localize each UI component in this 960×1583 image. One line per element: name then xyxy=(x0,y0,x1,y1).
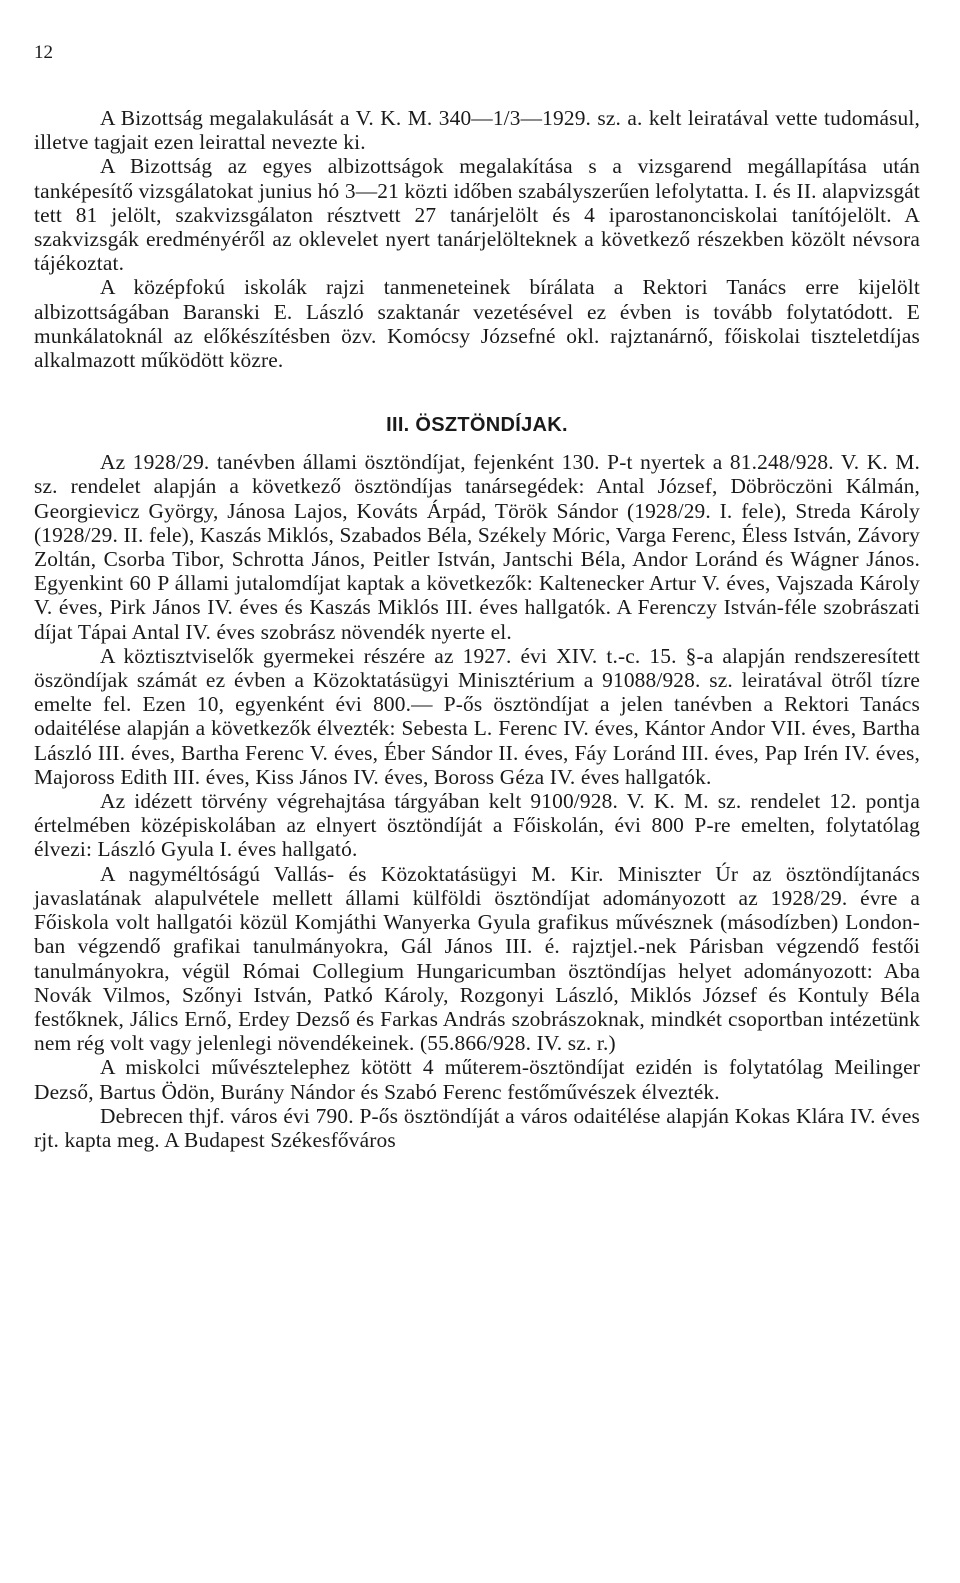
page-number: 12 xyxy=(34,42,53,63)
paragraph: A nagyméltóságú Vallás- és Közoktatásügyi M. Kir. Miniszter Úr az ösztöndíjtanács javaslatának alapulvétele mellett állami külföldi ösztöndíjat adományozott az 1928/29. évre a Főiskola volt hallgatói közül Komjáthi Wanyerka Gyula grafikus művésznek (másodízben) London-ban végzendő grafikai tanulmányokra, Gál János III. é. rajztjel.-nek Párisban végzendő festői tanulmányokra, végül Római Collegium Hungaricumban ösztöndíjas helyet adományozott: Aba Novák Vilmos, Szőnyi István, Patkó Károly, Rozgonyi László, Miklós József és Kontuly Béla festőknek, Jálics Ernő, Erdey Dezső és Farkas András szobrászoknak, mindkét csoportban intézetünk nem rég volt vagy jelenlegi növendékeinek. (55.866/928. IV. sz. r.) xyxy=(34,861,920,1056)
paragraph: A Bizottság az egyes albizottságok megalakítása s a vizsgarend megállapítása után tanképesítő vizsgálatokat junius hó 3—21 közti időben szabályszerűen lefolytatta. I. és II. alapvizsgát tett 81 jelölt, szakvizsgálaton résztvett 27 tanárjelölt és 4 iparostanonciskolai tanítójelölt. A szakvizsgák eredményéről az oklevelet nyert tanárjelölteknek a következő részekben közölt névsora tájékoztat. xyxy=(34,154,920,276)
paragraph: A miskolci művésztelephez kötött 4 műterem-ösztöndíjat ezidén is folytatólag Meilinger Dezső, Bartus Ödön, Burány Nándor és Szabó Ferenc festőművészek élvezték. xyxy=(34,1055,920,1104)
paragraph: A köztisztviselők gyermekei részére az 1927. évi XIV. t.-c. 15. §-a alapján rendszeresített öszöndíjak számát ez évben a Közoktatásügyi Minisztérium a 91088/928. sz. leiratával ötről tízre emelte fel. Ezen 10, egyenként évi 800.— P-ős ösztöndíjat a jelen tanévben a Rektori Tanács odaitélése alapján a következők élvezték: Sebesta L. Ferenc IV. éves, Kántor Andor VII. éves, Bartha László III. éves, Bartha Ferenc V. éves, Éber Sándor II. éves, Fáy Loránd III. éves, Pap Irén IV. éves, Majoross Edith III. éves, Kiss János IV. éves, Boross Géza IV. éves hallgatók. xyxy=(34,643,920,789)
paragraph: Az 1928/29. tanévben állami ösztöndíjat, fejenként 130. P-t nyertek a 81.248/928. V. K. M. sz. rendelet alapján a következő ösztöndíjas tanársegédek: Antal József, Döbröczöni Kálmán, Georgievicz György, Jánosa Lajos, Kováts Árpád, Török Sándor (1928/29. I. fele), Streda Károly (1928/29. II. fele), Kaszás Miklós, Szabados Béla, Székely Móric, Varga Ferenc, Éless István, Závory Zoltán, Csorba Tibor, Schrotta János, Peitler István, Jantschi Béla, Andor Loránd és Wágner János. Egyenkint 60 P állami jutalomdíjat kaptak a következők: Kaltenecker Artur V. éves, Vajszada Károly V. éves, Pirk János IV. éves és Kaszás Miklós III. éves hallgatók. A Ferenczy István-féle szobrászati díjat Tápai Antal IV. éves szobrász növendék nyerte el. xyxy=(34,450,920,644)
section-heading: III. ÖSZTÖNDÍJAK. xyxy=(386,414,568,437)
page-body xyxy=(34,106,920,1152)
paragraph: Az idézett törvény végrehajtása tárgyában kelt 9100/928. V. K. M. sz. rendelet 12. pontja értelmében középiskolában az elnyert ösztöndíját a Főiskolán, évi 800 P-re emelten, folytatólag élvezi: László Gyula I. éves hallgató. xyxy=(34,789,920,862)
paragraph: A középfokú iskolák rajzi tanmeneteinek bírálata a Rektori Tanács erre kijelölt albizottságában Baranski E. László szaktanár vezetésével ez évben is tovább folytatódott. E munkálatoknál az előkészítésben özv. Komócsy Józsefné okl. rajztanárnő, főiskolai tiszteletdíjas alkalmazott működött közre. xyxy=(34,275,920,373)
paragraph: Debrecen thjf. város évi 790. P-ős ösztöndíját a város odaitélése alapján Kokas Klára IV. éves rjt. kapta meg. A Budapest Székesfőváros xyxy=(34,1103,920,1152)
paragraph: A Bizottság megalakulását a V. K. M. 340—1/3—1929. sz. a. kelt leiratával vette tudomásul, illetve tagjait ezen leirattal nevezte ki. xyxy=(34,106,920,155)
